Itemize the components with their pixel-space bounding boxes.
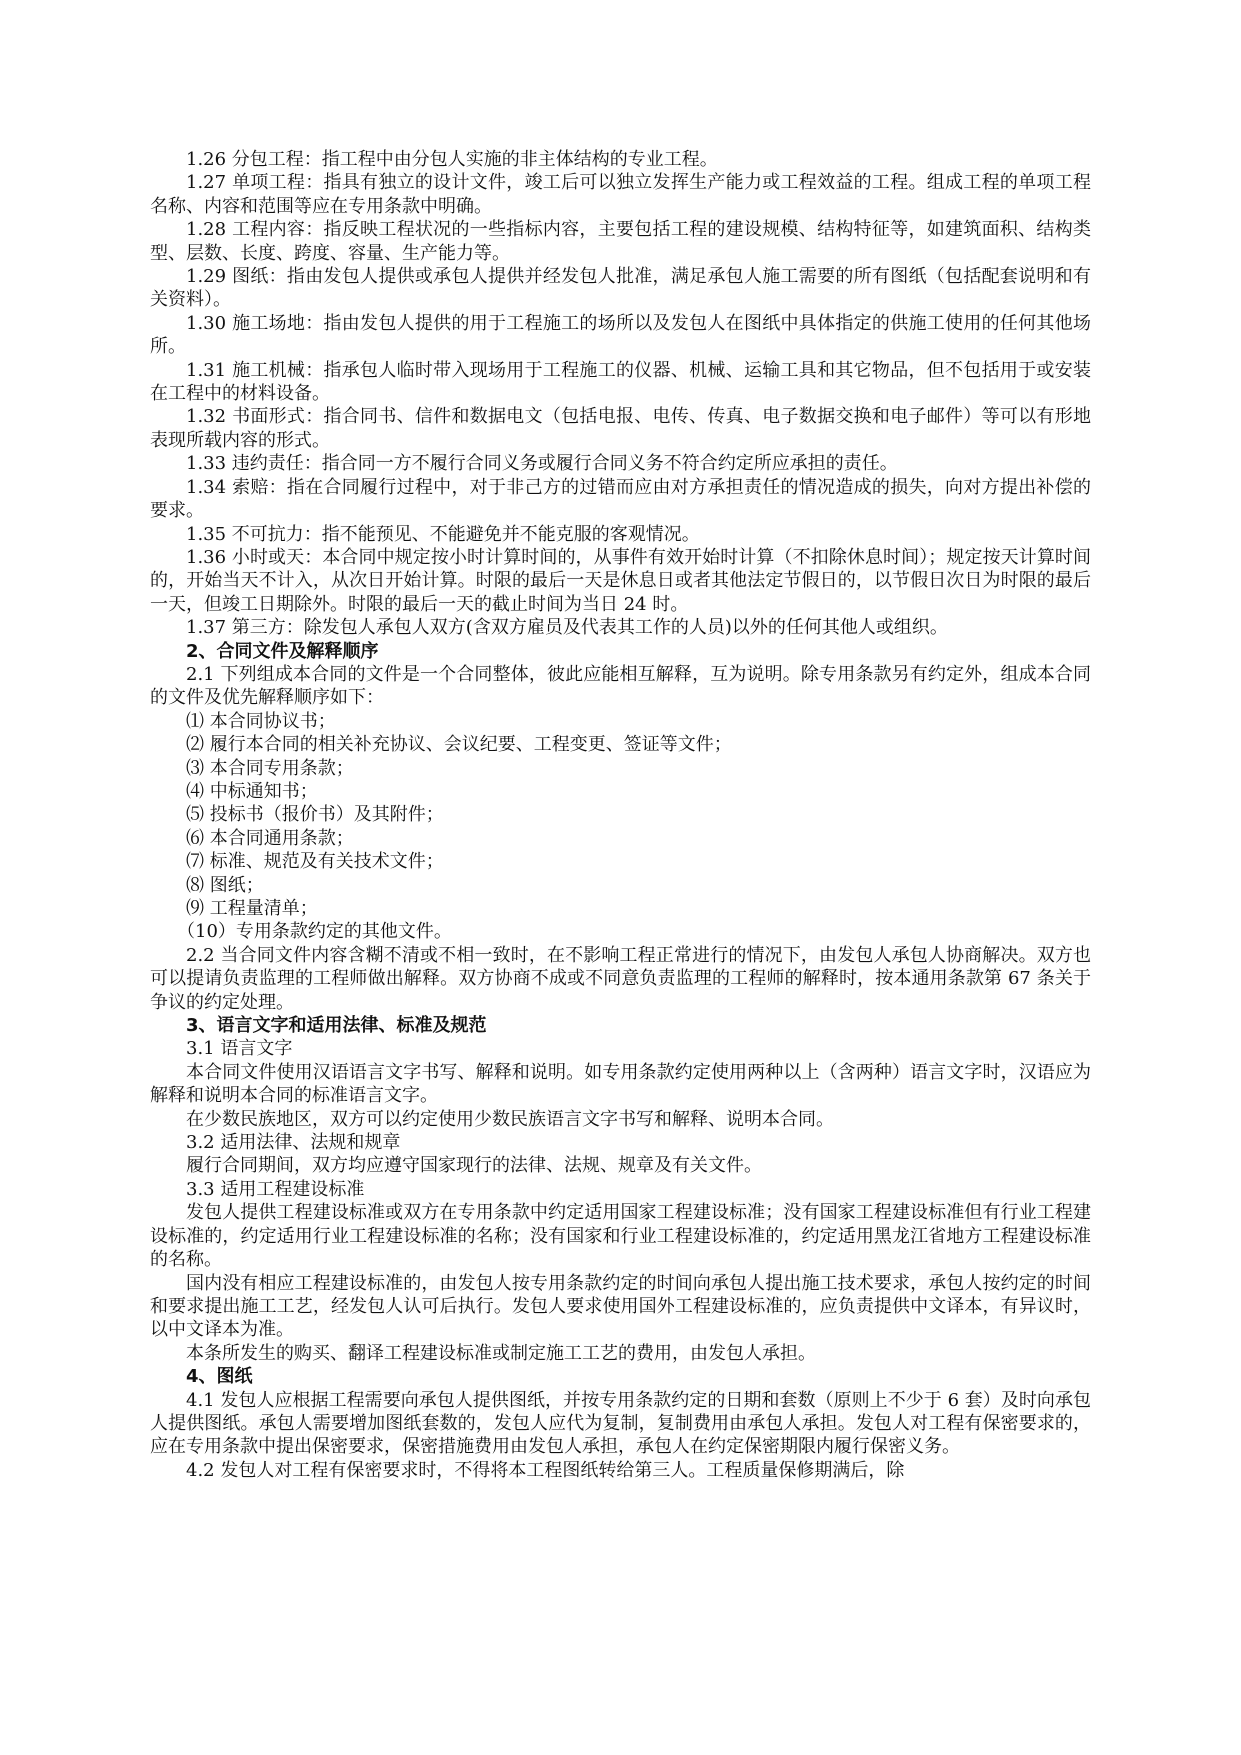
paragraph: 1.35 不可抗力：指不能预见、不能避免并不能克服的客观情况。 bbox=[186, 523, 700, 545]
paragraph: 1.31 施工机械：指承包人临时带入现场用于工程施工的仪器、机械、运输工具和其它物品，但不包括用于或安装在工程中的材料设备。 bbox=[150, 359, 1091, 405]
list-item: ⑻ 图纸； bbox=[186, 874, 264, 896]
paragraph: 1.33 违约责任：指合同一方不履行合同义务或履行合同义务不符合约定所应承担的责任。 bbox=[186, 453, 898, 475]
paragraph: 1.36 小时或天：本合同中规定按小时计算时间的，从事件有效开始时计算（不扣除休息时间）；规定按天计算时间的，开始当天不计入，从次日开始计算。时限的最后一天是休息日或者其他法定节假日的，以节假日次日为时限的最后一天，但竣工日期除外。时限的最后一天的截止时间为当日 24 时。 bbox=[150, 546, 1091, 615]
section-heading: 3、语言文字和适用法律、标准及规范 bbox=[186, 1015, 487, 1037]
list-item: （10）专用条款约定的其他文件。 bbox=[177, 921, 452, 943]
paragraph: 1.27 单项工程：指具有独立的设计文件，竣工后可以独立发挥生产能力或工程效益的工程。组成工程的单项工程名称、内容和范围等应在专用条款中明确。 bbox=[150, 172, 1091, 217]
list-item: ⑷ 中标通知书； bbox=[186, 780, 318, 802]
paragraph: 在少数民族地区，双方可以约定使用少数民族语言文字书写和解释、说明本合同。 bbox=[186, 1108, 834, 1130]
paragraph: 1.28 工程内容：指反映工程状况的一些指标内容，主要包括工程的建设规模、结构特征等，如建筑面积、结构类型、层数、长度、跨度、容量、生产能力等。 bbox=[150, 219, 1091, 264]
section-heading: 4、图纸 bbox=[186, 1366, 253, 1388]
paragraph: 3.1 语言文字 bbox=[186, 1038, 293, 1060]
list-item: ⑶ 本合同专用条款； bbox=[186, 757, 354, 779]
list-item: ⑵ 履行本合同的相关补充协议、会议纪要、工程变更、签证等文件； bbox=[186, 734, 732, 756]
paragraph: 1.29 图纸：指由发包人提供或承包人提供并经发包人批准，满足承包人施工需要的所有图纸（包括配套说明和有关资料）。 bbox=[150, 266, 1091, 311]
paragraph: 1.30 施工场地：指由发包人提供的用于工程施工的场所以及发包人在图纸中具体指定的供施工使用的任何其他场所。 bbox=[150, 312, 1091, 358]
paragraph: 发包人提供工程建设标准或双方在专用条款中约定适用国家工程建设标准；没有国家工程建设标准但有行业工程建设标准的，约定适用行业工程建设标准的名称；没有国家和行业工程建设标准的，约定适用黑龙江省地方工程建设标准的名称。 bbox=[150, 1202, 1091, 1271]
paragraph: 国内没有相应工程建设标准的，由发包人按专用条款约定的时间向承包人提出施工技术要求，承包人按约定的时间和要求提出施工工艺，经发包人认可后执行。发包人要求使用国外工程建设标准的，应负责提供中文译本，有异议时，以中文译本为准。 bbox=[150, 1272, 1091, 1341]
paragraph: 3.2 适用法律、法规和规章 bbox=[186, 1132, 401, 1154]
list-item: ⑺ 标准、规范及有关技术文件； bbox=[186, 851, 444, 873]
paragraph: 本条所发生的购买、翻译工程建设标准或制定施工工艺的费用，由发包人承担。 bbox=[186, 1342, 816, 1364]
paragraph: 1.34 索赔：指在合同履行过程中，对于非己方的过错而应由对方承担责任的情况造成的损失，向对方提出补偿的要求。 bbox=[150, 476, 1091, 522]
paragraph: 1.26 分包工程：指工程中由分包人实施的非主体结构的专业工程。 bbox=[186, 149, 718, 170]
paragraph: 1.32 书面形式：指合同书、信件和数据电文（包括电报、电传、传真、电子数据交换和电子邮件）等可以有形地表现所载内容的形式。 bbox=[150, 406, 1091, 451]
section-heading: 2、合同文件及解释顺序 bbox=[186, 640, 379, 662]
paragraph: 4.1 发包人应根据工程需要向承包人提供图纸，并按专用条款约定的日期和套数（原则上不少于 6 套）及时向承包人提供图纸。承包人需要增加图纸套数的，发包人应代为复制，复制费用由承包人承担。发包人对工程有保密要求的，应在专用条款中提出保密要求，保密措施费用由发包人承担，承包人在约定保密期限内履行保密义务。 bbox=[150, 1389, 1091, 1458]
paragraph: 履行合同期间，双方均应遵守国家现行的法律、法规、规章及有关文件。 bbox=[186, 1155, 762, 1177]
paragraph: 2.2 当合同文件内容含糊不清或不相一致时，在不影响工程正常进行的情况下，由发包人承包人协商解决。双方也可以提请负责监理的工程师做出解释。双方协商不成或不同意负责监理的工程师的解释时，按本通用条款第 67 条关于争议的约定处理。 bbox=[150, 944, 1091, 1013]
document-body bbox=[150, 148, 1091, 1482]
paragraph: 1.37 第三方：除发包人承包人双方(含双方雇员及代表其工作的人员)以外的任何其他人或组织。 bbox=[186, 617, 948, 639]
paragraph: 4.2 发包人对工程有保密要求时，不得将本工程图纸转给第三人。工程质量保修期满后，除 bbox=[186, 1459, 905, 1481]
paragraph: 2.1 下列组成本合同的文件是一个合同整体，彼此应能相互解释，互为说明。除专用条款另有约定外，组成本合同的文件及优先解释顺序如下： bbox=[150, 663, 1091, 709]
paragraph: 3.3 适用工程建设标准 bbox=[186, 1178, 365, 1200]
list-item: ⑴ 本合同协议书； bbox=[186, 710, 336, 732]
list-item: ⑹ 本合同通用条款； bbox=[186, 827, 354, 849]
paragraph: 本合同文件使用汉语语言文字书写、解释和说明。如专用条款约定使用两种以上（含两种）语言文字时，汉语应为解释和说明本合同的标准语言文字。 bbox=[150, 1061, 1091, 1107]
list-item: ⑸ 投标书（报价书）及其附件； bbox=[186, 804, 444, 826]
list-item: ⑼ 工程量清单； bbox=[186, 898, 318, 919]
